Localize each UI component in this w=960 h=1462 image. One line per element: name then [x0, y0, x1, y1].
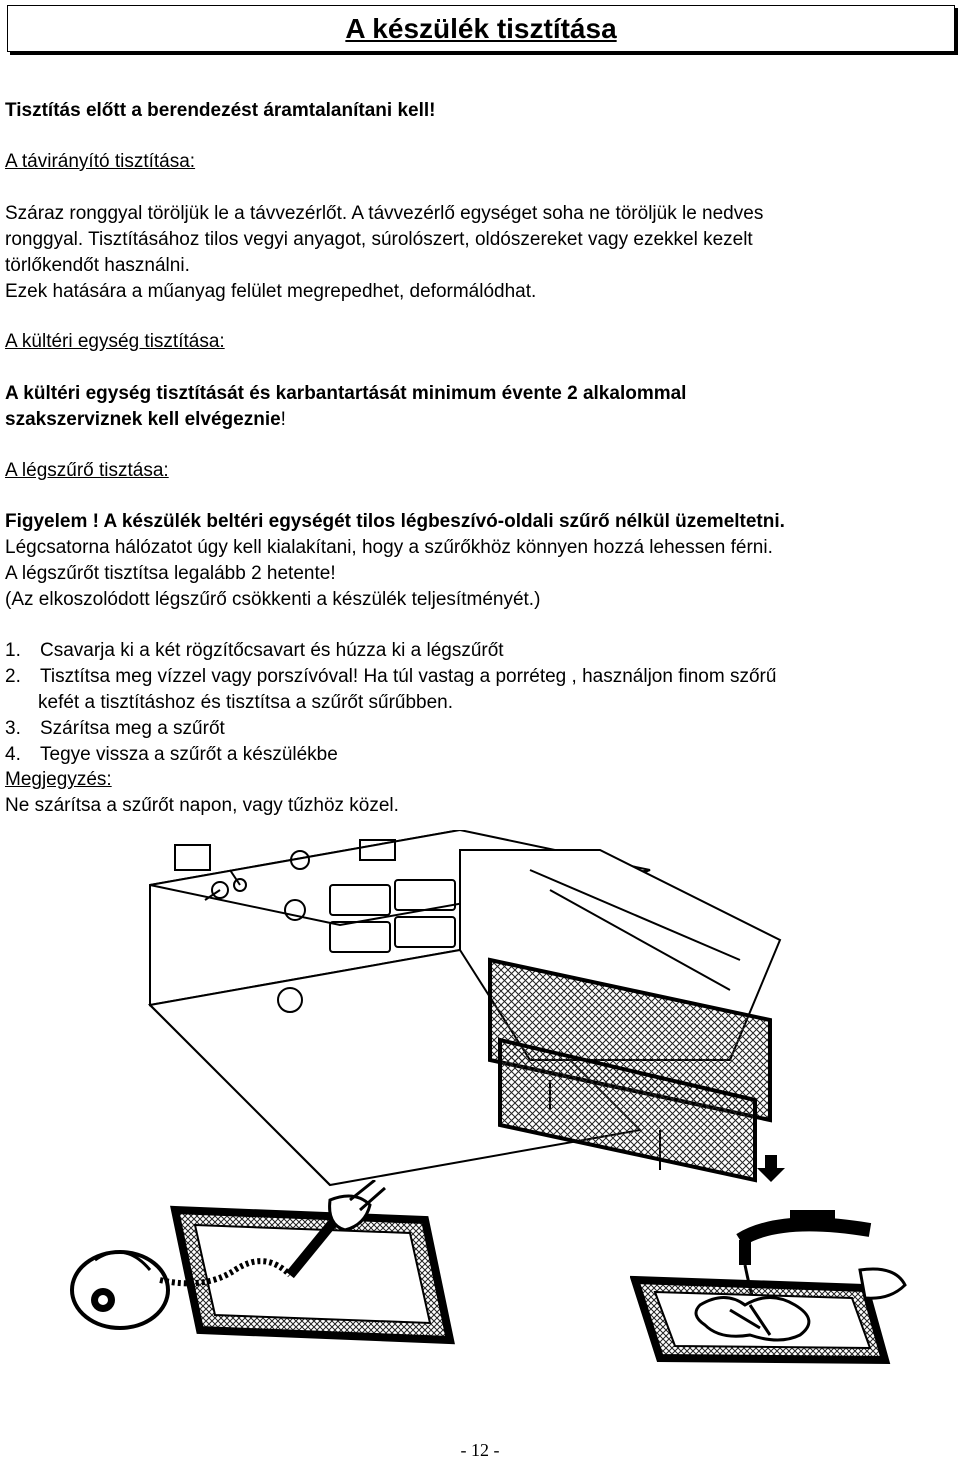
step-number: 3. — [5, 718, 21, 739]
page-number: - 12 - — [460, 1440, 500, 1460]
safety-warning: Tisztítás előtt a berendezést áramtalanítani kell! — [5, 100, 436, 121]
indoor-unit-illustration — [130, 830, 820, 1190]
step-number: 2. — [5, 666, 21, 687]
filter-line: Légcsatorna hálózatot úgy kell kialakítani, hogy a szűrőkhöz könnyen hozzá lehessen férni. — [5, 537, 773, 558]
washing-illustration — [630, 1210, 910, 1370]
outdoor-line-bold: szakszerviznek kell elvégeznie — [5, 409, 281, 430]
filter-line: (Az elkoszolódott légszűrő csökkenti a készülék teljesítményét.) — [5, 589, 541, 610]
outdoor-line: A kültéri egység tisztítását és karbantartását minimum évente 2 alkalommal — [5, 383, 687, 404]
remote-heading: A távirányító tisztítása: — [5, 151, 196, 172]
page-title: A készülék tisztítása — [345, 13, 617, 44]
step-number: 1. — [5, 640, 21, 661]
vacuum-cleaning-illustration — [65, 1180, 455, 1355]
outdoor-line — [5, 407, 286, 433]
step-item — [5, 638, 504, 664]
step-number: 4. — [5, 744, 21, 765]
remote-line: Ezek hatására a műanyag felület megrepedhet, deformálódhat. — [5, 281, 537, 302]
step-text: Tegye vissza a szűrőt a készülékbe — [40, 744, 338, 765]
filter-line: A légszűrőt tisztítsa legalább 2 hetente! — [5, 563, 336, 584]
title-box — [7, 5, 955, 52]
step-item — [5, 664, 776, 690]
filter-warning: Figyelem ! A készülék beltéri egységét tilos légbeszívó-oldali szűrő nélkül üzemeltetni. — [5, 511, 785, 532]
outdoor-heading: A kültéri egység tisztítása: — [5, 331, 225, 352]
step-text: Tisztítsa meg vízzel vagy porszívóval! Ha túl vastag a porréteg , használjon finom szőrű — [40, 666, 777, 687]
remote-line: törlőkendőt használni. — [5, 255, 190, 276]
filter-heading: A légszűrő tisztása: — [5, 460, 169, 481]
step-continuation: kefét a tisztításhoz és tisztítsa a szűrőt sűrűbben. — [38, 692, 454, 713]
remote-line: Száraz ronggyal töröljük le a távvezérlőt. A távvezérlő egységet soha ne töröljük le nedves — [5, 203, 764, 224]
step-item — [5, 716, 225, 742]
step-item — [5, 742, 338, 768]
step-text: Csavarja ki a két rögzítőcsavart és húzza ki a légszűrőt — [40, 640, 504, 661]
outdoor-line-end: ! — [280, 409, 286, 430]
note-text: Ne szárítsa a szűrőt napon, vagy tűzhöz közel. — [5, 795, 399, 816]
remote-line: ronggyal. Tisztításához tilos vegyi anyagot, súrolószert, oldószereket vagy ezekkel kezelt — [5, 229, 753, 250]
step-text: Szárítsa meg a szűrőt — [40, 718, 225, 739]
note-label: Megjegyzés: — [5, 769, 112, 790]
